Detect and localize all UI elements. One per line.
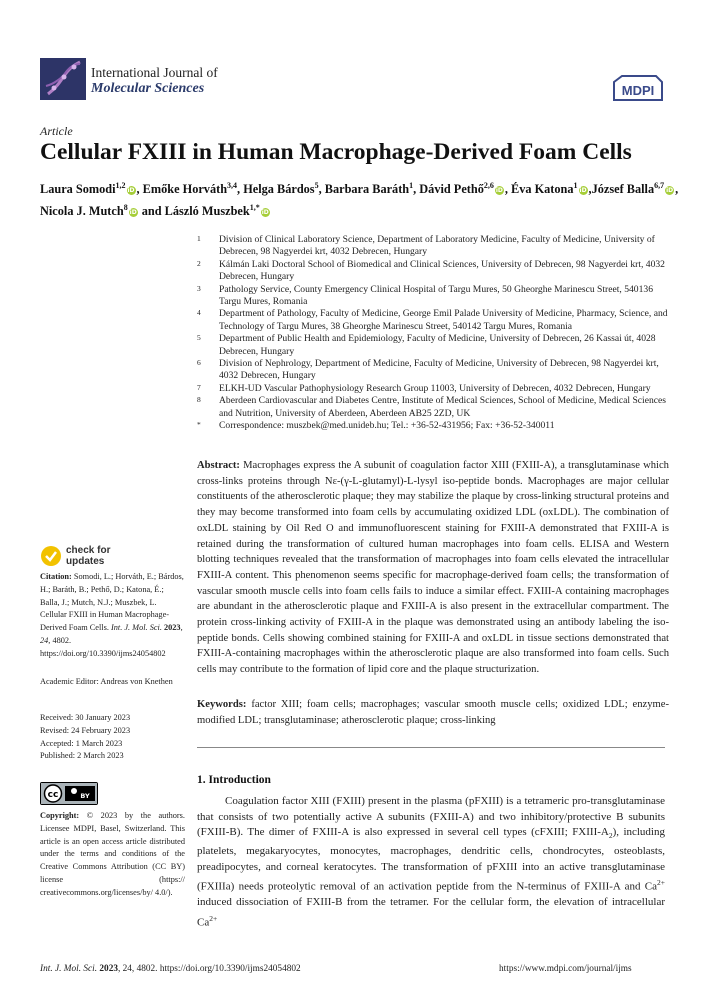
- footer-year: 2023: [99, 964, 118, 974]
- intro-sup-2: 2+: [209, 914, 218, 923]
- author-name: József Balla: [591, 182, 655, 197]
- footer-journal-url[interactable]: https://www.mdpi.com/journal/ijms: [499, 964, 632, 974]
- intro-text-2: ), including platelets, megakaryocytes, monocytes, macrophages, dendritic cells, chondrocytes, osteoblasts, preadipocytes, and corneal keratocytes. The transformation of pFXIII into an active transglutaminase (FXIIIa) needs proteolytic removal of an activation peptide from the N-terminus of FXIII-A and Ca: [197, 826, 665, 893]
- affiliation-text: Kálmán Laki Doctoral School of Biomedical and Clinical Sciences, University of Debrecen, 98 Nagyerdei krt, 4032 Debrecen, Hungary: [219, 258, 665, 283]
- cc-logo-cc: cc: [47, 790, 59, 800]
- affiliation-text: ELKH-UD Vascular Pathophysiology Research Group 11003, University of Debrecen, 4032 Debrecen, Hungary: [219, 382, 651, 394]
- journal-name: [91, 65, 218, 97]
- author-separator: ,: [504, 182, 512, 197]
- footer-journal: Int. J. Mol. Sci.: [40, 964, 98, 974]
- citation-journal: Int. J. Mol. Sci.: [110, 623, 162, 633]
- affiliation-text: Division of Nephrology, Department of Medicine, Faculty of Medicine, University of Debrecen, 98 Nagyerdei krt, 4032 Debrecen, Hungary: [219, 358, 659, 382]
- copyright-text: © 2023 by the authors. Licensee MDPI, Basel, Switzerland. This article is an open access article distributed under the terms and conditions of the Creative Commons Attribution (CC BY) license (https:// creativecommons.org/licenses/by/ 4.0/).: [40, 811, 185, 897]
- affiliation-item: [197, 383, 677, 395]
- orcid-icon[interactable]: iD: [666, 187, 674, 195]
- affiliation-number: 6: [197, 358, 201, 368]
- affiliation-item: [197, 395, 677, 420]
- author-name: Barbara Baráth: [324, 182, 410, 197]
- affiliation-text: Aberdeen Cardiovascular and Diabetes Centre, Institute of Medical Sciences, School of Medicine, Medical Sciences and Nutrition, University of Aberdeen, Aberdeen AB25 2ZD, UK: [219, 395, 667, 419]
- affiliation-item: [197, 333, 677, 358]
- copyright-label: Copyright:: [40, 811, 80, 820]
- author-separator: ,: [675, 182, 679, 197]
- check-updates-line1: check for: [66, 545, 111, 556]
- affiliation-text: Department of Pathology, Faculty of Medicine, George Emil Palade University of Medicine, Pharmacy, Science, and Technology of Targu Mures, 38 Gheorghe Marinescu Street, 540142 Targu Mures, Romania: [219, 308, 668, 332]
- affiliation-number: 8: [197, 395, 201, 405]
- publication-dates: [40, 712, 185, 763]
- affiliation-item: [197, 259, 677, 284]
- affiliation-number: 5: [197, 333, 201, 343]
- journal-name-line2: Molecular Sciences: [91, 81, 205, 96]
- author-affil-sup: 1: [409, 181, 414, 190]
- citation-label: Citation:: [40, 572, 72, 581]
- affiliation-number: 1: [197, 234, 201, 243]
- author-affil-sup: 3,4: [227, 181, 238, 190]
- author-affil-sup: 1,*: [249, 202, 260, 212]
- mdpi-logo-text: MDPI: [621, 83, 655, 98]
- check-for-updates-badge[interactable]: [40, 545, 160, 569]
- orcid-icon[interactable]: iD: [495, 187, 503, 195]
- abstract-label: Abstract:: [197, 460, 240, 471]
- orcid-icon[interactable]: iD: [579, 187, 587, 195]
- author-separator: ,: [318, 182, 325, 197]
- editor-name: Andreas von Knethen: [100, 677, 173, 686]
- affiliation-text: Correspondence: muszbek@med.unideb.hu; Tel.: +36-52-431956; Fax: +36-52-340011: [219, 420, 555, 432]
- journal-logo: [40, 58, 86, 100]
- affiliation-number: 4: [197, 308, 201, 318]
- affiliation-number: 7: [197, 382, 201, 392]
- affiliation-text: Pathology Service, County Emergency Clinical Hospital of Targu Mures, 50 Gheorghe Marinescu Street, 540136 Targu Mures, Romania: [219, 283, 653, 308]
- affiliations: [197, 234, 677, 433]
- introduction-paragraph: [197, 794, 665, 931]
- author-name: Nicola J. Mutch: [40, 203, 124, 218]
- author-separator: ,: [237, 182, 244, 197]
- mdpi-logo: [612, 74, 664, 104]
- affiliation-item: [197, 420, 677, 432]
- author-affil-sup: 8: [123, 202, 128, 212]
- citation-block: Citation: Somodi, L.; Horváth, E.; Bárdos, H.; Baráth, B.; Pethő, D.; Katona, É.; Balla, J.; Mutch, N.J.; Muszbek, L. Cellular FXIII in Human Macrophage-Derived Foam Cells. Int. J. Mol. Sci. 2023, 24, 4802. https://doi.org/10.3390/ijms24054802: [40, 572, 184, 658]
- article-type: Article: [40, 124, 73, 138]
- intro-sub: 2: [608, 831, 613, 841]
- abstract-text: Macrophages express the A subunit of coagulation factor XIII (FXIII-A), a transglutaminase which cross-links proteins through Nε-(γ-L-glutamyl)-L-lysyl iso-peptide bonds. Macrophages are major cellular constituents of the atherosclerotic plaque; they may stabilize the plaque by cross-linking structural proteins and they may become transformed into foam cells by accumulating oxidized LDL (oxLDL). The combination of oxLDL staining by Oil Red O and immunofluorescent staining for FXIII-A demonstrated that FXIII-A is retained during the transformation of cultured human macrophages into foam cells. ELISA and Western blotting techniques revealed that the transformation of macrophages into foam cells elevated the intracellular FXIII-A content. This phenomenon seems specific for macrophage-derived foam cells; the transformation of vascular smooth muscle cells into foam cells fails to induce a similar effect. FXIII-A containing macrophages are abundant in the atherosclerotic plaque and FXIII-A is also present in the extracellular compartment. The protein cross-linking activity of FXIII-A in the plaque was demonstrated using an antibody labeling the iso-peptide bonds. Cells showing combined staining for FXIII-A and oxLDL in tissue sections demonstrated that FXIII-A-containing macrophages within the atherosclerotic plaque are also transformed into foam cells. Such cells may contribute to the formation of lipid core and the plaque structurization.: [197, 460, 669, 676]
- check-updates-icon: [40, 545, 62, 567]
- copyright-block: [40, 810, 185, 900]
- author-affil-sup: 5: [314, 181, 319, 190]
- affiliation-item: [197, 308, 677, 333]
- journal-name-line1: International Journal of: [91, 65, 218, 80]
- academic-editor: [40, 676, 185, 689]
- date-received: Received: 30 January 2023: [40, 713, 131, 722]
- keywords: [197, 697, 669, 728]
- affiliation-number: 3: [197, 283, 201, 293]
- author-name: Helga Bárdos: [243, 182, 315, 197]
- orcid-icon[interactable]: iD: [261, 208, 269, 216]
- author-name: Emőke Horváth: [142, 182, 228, 197]
- cc-by-license-logo[interactable]: [40, 782, 98, 805]
- date-revised: Revised: 24 February 2023: [40, 725, 131, 735]
- author-separator: ,: [588, 182, 592, 197]
- affiliation-item: [197, 358, 677, 383]
- section-heading-introduction: 1. Introduction: [197, 774, 271, 786]
- author-name: László Muszbek: [164, 203, 250, 218]
- author-affil-sup: 1,2: [115, 181, 126, 190]
- author-affil-sup: 1: [573, 181, 578, 190]
- article-title: Cellular FXIII in Human Macrophage-Derived Foam Cells: [40, 139, 632, 165]
- author-separator: and: [138, 203, 165, 218]
- orcid-icon[interactable]: iD: [129, 208, 137, 216]
- intro-text-3: induced dissociation of FXIII-B from the tetramer. For the cellular form, the elevation of intracellular Ca: [197, 896, 665, 929]
- author-separator: ,: [413, 182, 420, 197]
- abstract: [197, 458, 669, 678]
- intro-sup-1: 2+: [657, 878, 665, 888]
- footer-doi[interactable]: , 24, 4802. https://doi.org/10.3390/ijms24054802: [117, 964, 301, 974]
- keywords-text: factor XIII; foam cells; macrophages; vascular smooth muscle cells; oxidized LDL; enzyme-modified LDL; transglutaminase; atherosclerotic plaque; cross-linking: [197, 699, 669, 726]
- author-affil-sup: 6,7: [654, 181, 665, 190]
- date-accepted: Accepted: 1 March 2023: [40, 738, 123, 748]
- author-separator: ,: [136, 182, 143, 197]
- citation-text: Somodi, L.; Horváth, E.; Bárdos, H.; Baráth, B.; Pethő, D.; Katona, É.; Balla, J.; Mutch, N.J.; Muszbek, L. Cellular FXIII in Human Macrophage-Derived Foam Cells.: [40, 572, 184, 633]
- date-published: Published: 2 March 2023: [40, 751, 124, 761]
- section-divider: [197, 747, 665, 748]
- affiliation-item: [197, 234, 677, 259]
- footer-citation: [40, 964, 301, 974]
- orcid-icon[interactable]: iD: [127, 187, 135, 195]
- author-name: Dávid Pethő: [419, 182, 484, 197]
- affiliation-number: 2: [197, 258, 201, 268]
- editor-label: Academic Editor:: [40, 677, 99, 686]
- affiliation-item: [197, 284, 677, 309]
- author-affil-sup: 2,6: [483, 181, 494, 190]
- check-updates-text: [66, 546, 110, 567]
- citation-year: 2023: [163, 623, 181, 633]
- author-list: [40, 177, 680, 220]
- author-name: Laura Somodi: [40, 182, 116, 197]
- author-name: Éva Katona: [511, 182, 574, 197]
- affiliation-number: *: [197, 420, 201, 430]
- affiliation-text: Division of Clinical Laboratory Science, Department of Laboratory Medicine, Faculty of Medicine, University of Debrecen, 98 Nagyerdei krt, 4032 Debrecen, Hungary: [219, 234, 655, 258]
- citation-volume: 24: [40, 635, 49, 645]
- check-updates-line2: updates: [66, 555, 105, 567]
- keywords-label: Keywords:: [197, 699, 247, 710]
- citation-pages[interactable]: , 4802. https://doi.org/10.3390/ijms24054802: [40, 635, 166, 658]
- affiliation-text: Department of Public Health and Epidemiology, Faculty of Medicine, University of Debrecen, 26 Kassai út, 4028 Debrecen, Hungary: [219, 333, 656, 357]
- intro-text-1: Coagulation factor XIII (FXIII) present in the plasma (pFXIII) is a tetrameric pro-transglutaminase that consists of two potentially active A subunits (FXIII-A) and two inhibitory/protective B subunits (FXIII-B). The dimer of FXIII-A is also expressed in several cell types (cFXIII; FXIII-A: [197, 795, 665, 839]
- cc-logo-by: BY: [80, 792, 90, 800]
